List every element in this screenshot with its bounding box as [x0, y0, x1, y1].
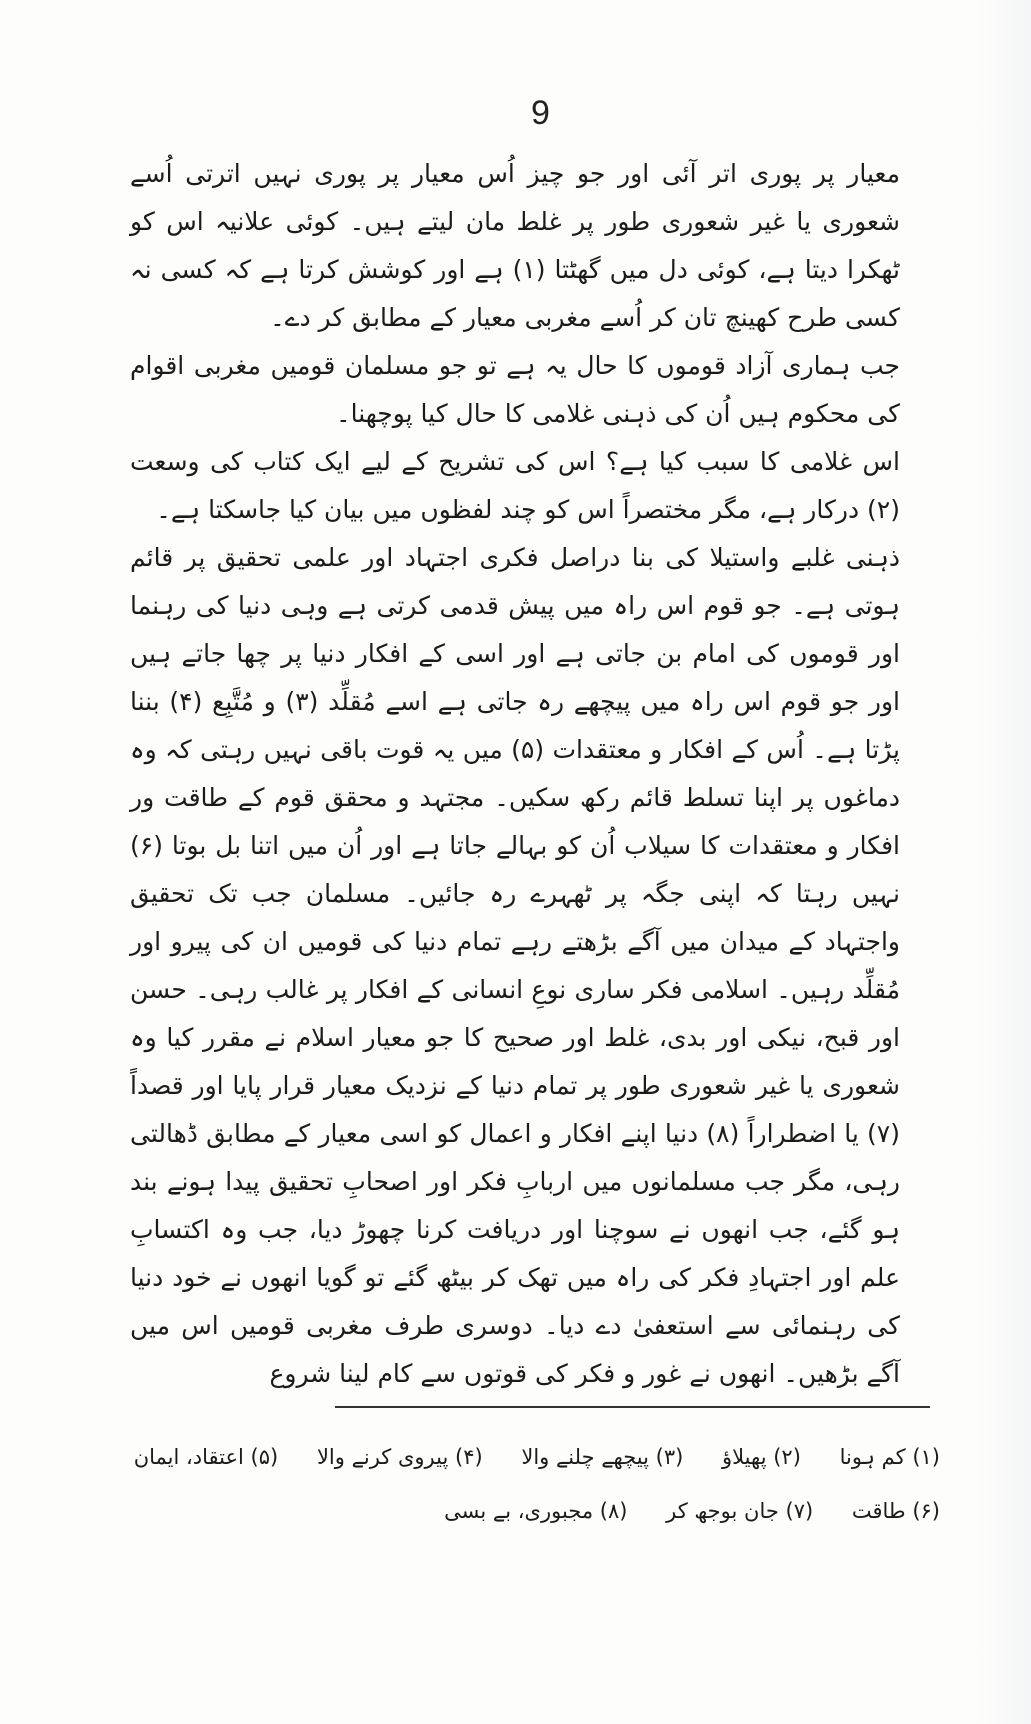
page-number: 9 [531, 94, 550, 132]
footnote-4: (۴) پیروی کرنے والا [316, 1445, 483, 1469]
page-edge-shadow [976, 0, 1031, 1724]
paragraph-2: جب ہماری آزاد قوموں کا حال یہ ہے تو جو مسلمان قومیں مغربی اقوام کی محکوم ہیں اُن کی ذہنی غلامی کا حال کیا پوچھنا۔ [130, 351, 900, 428]
footnote-2: (۲) پھیلاؤ [722, 1445, 801, 1469]
footnote-divider [335, 1406, 930, 1408]
footnote-row-1 [133, 1430, 940, 1484]
body-text [130, 150, 900, 1398]
paragraph-4: ذہنی غلبے واستیلا کی بنا دراصل فکری اجتہاد اور علمی تحقیق پر قائم ہوتی ہے۔ جو قوم اس راہ میں پیش قدمی کرتی ہے وہی دنیا کی رہنما اور قوموں کی امام بن جاتی ہے اور اسی کے افکار دنیا پر چھا جاتے ہیں اور جو قوم اس راہ میں پیچھے رہ جاتی ہے اسے مُقلِّد (۳) و مُتَّبِع (۴) بننا پڑتا ہے۔ اُس کے افکار و معتقدات (۵) میں یہ قوت باقی نہیں رہتی کہ وہ دماغوں پر اپنا تسلط قائم رکھ سکیں۔ مجتہد و محقق قوم کے طاقت ور افکار و معتقدات کا سیلاب اُن کو بہالے جاتا ہے اور اُن میں اتنا بل بوتا (۶) نہیں رہتا کہ اپنی جگہ پر ٹھہرے رہ جائیں۔ مسلمان جب تک تحقیق واجتہاد کے میدان میں آگے بڑھتے رہے تمام دنیا کی قومیں ان کی پیرو اور مُقلِّد رہیں۔ اسلامی فکر ساری نوعِ انسانی کے افکار پر غالب رہی۔ حسن اور قبح، نیکی اور بدی، غلط اور صحیح کا جو معیار اسلام نے مقرر کیا وہ شعوری یا غیر شعوری طور پر تمام دنیا کے نزدیک معیار قرار پایا اور قصداً (۷) یا اضطراراً (۸) دنیا اپنے افکار و اعمال کو اسی معیار کے مطابق ڈھالتی رہی، مگر جب مسلمانوں میں اربابِ فکر اور اصحابِ تحقیق پیدا ہونے بند ہو گئے، جب انھوں نے سوچنا اور دریافت کرنا چھوڑ دیا، جب وہ اکتسابِ علم اور اجتہادِ فکر کی راہ میں تھک کر بیٹھ گئے تو گویا انھوں نے خود دنیا کی رہنمائی سے استعفیٰ دے دیا۔ دوسری طرف مغربی قومیں اس میں آگے بڑھیں۔ انھوں نے غور و فکر کی قوتوں سے کام لینا شروع [130, 543, 900, 1388]
footnote-6: (۶) طاقت [851, 1499, 940, 1523]
footnote-7: (۷) جان بوجھ کر [666, 1499, 814, 1523]
footnotes [133, 1430, 940, 1538]
footnote-8: (۸) مجبوری، بے بسی [444, 1499, 628, 1523]
footnote-row-2 [180, 1484, 940, 1538]
footnote-1: (۱) کم ہونا [839, 1445, 940, 1469]
paragraph-3: اس غلامی کا سبب کیا ہے؟ اس کی تشریح کے لیے ایک کتاب کی وسعت (۲) درکار ہے، مگر مختصراً اس کو چند لفظوں میں بیان کیا جاسکتا ہے۔ [130, 447, 900, 524]
paragraph-1: معیار پر پوری اتر آئی اور جو چیز اُس معیار پر پوری نہیں اترتی اُسے شعوری یا غیر شعوری طور پر غلط مان لیتے ہیں۔ کوئی علانیہ اس کو ٹھکرا دیتا ہے، کوئی دل میں گھٹتا (۱) ہے اور کوشش کرتا ہے کہ کسی نہ کسی طرح کھینچ تان کر اُسے مغربی معیار کے مطابق کر دے۔ [130, 159, 901, 332]
footnote-3: (۳) پیچھے چلنے والا [521, 1445, 684, 1469]
footnote-5: (۵) اعتقاد، ایمان [133, 1445, 279, 1469]
